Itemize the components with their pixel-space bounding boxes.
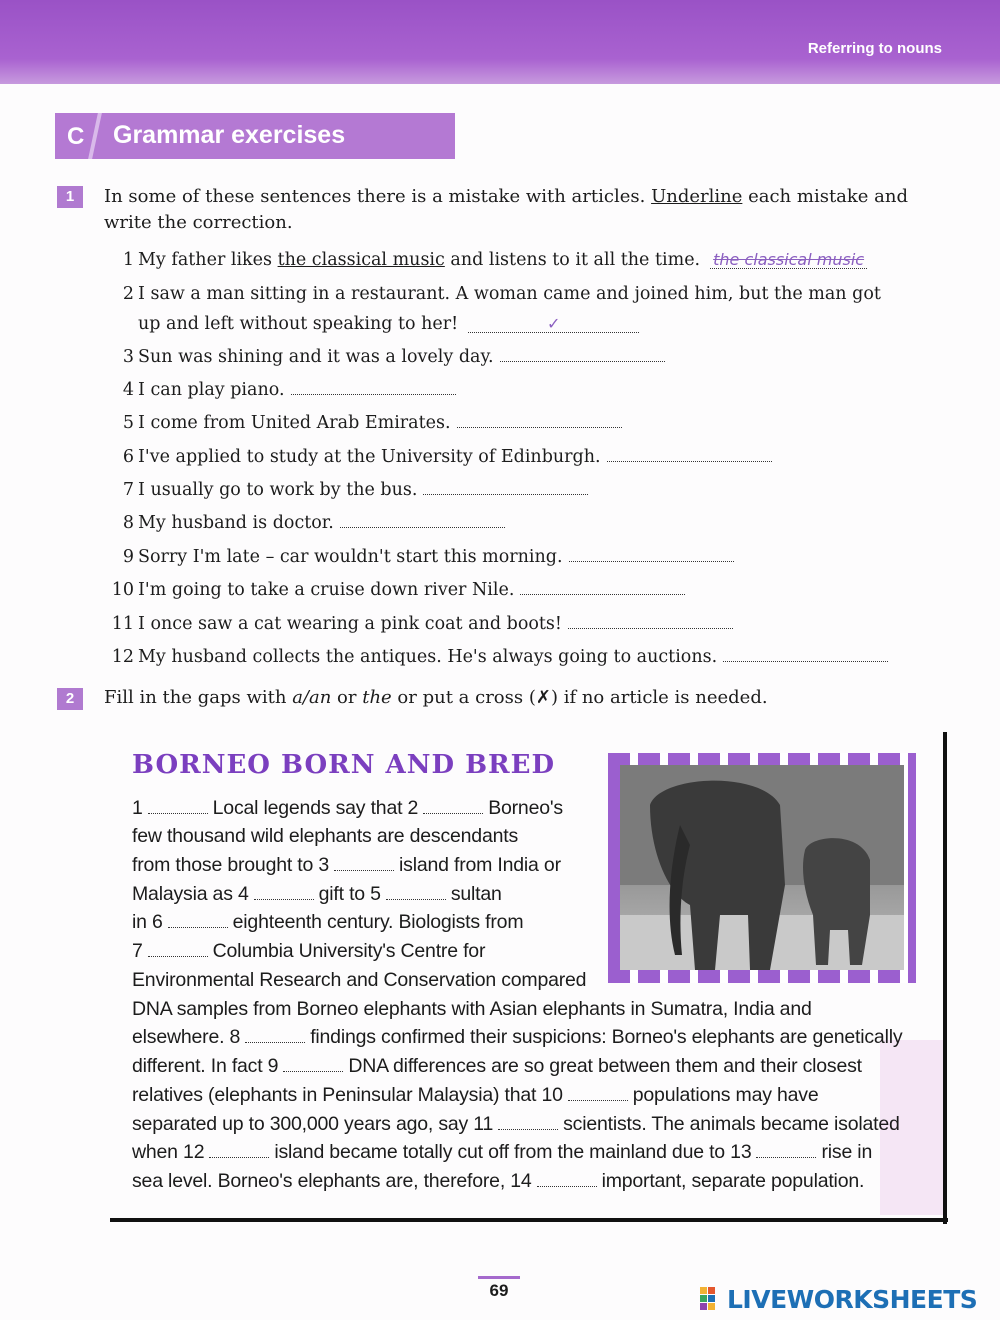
article-line: few thousand wild elephants are descendants [132, 825, 518, 847]
article-title: BORNEO BORN AND BRED [132, 750, 556, 780]
elephants-photo [620, 765, 904, 970]
gap-input[interactable] [423, 801, 483, 814]
list-item: 5 I come from United Arab Emirates. [100, 408, 940, 438]
article-line: different. In fact 9 DNA differences are so great between them and their closest [132, 1055, 862, 1077]
answer-field[interactable] [723, 647, 888, 662]
answer-field[interactable] [291, 380, 456, 395]
list-item: 7 I usually go to work by the bus. [100, 475, 940, 505]
gap-input[interactable] [148, 944, 208, 957]
list-item: 11 I once saw a cat wearing a pink coat and boots! [100, 609, 940, 639]
gap-input[interactable] [209, 1145, 269, 1158]
answer-field[interactable] [457, 413, 622, 428]
exercise-1-instruction: In some of these sentences there is a mistake with articles. Underline each mistake and write the correction. [104, 186, 909, 233]
chapter-title: Referring to nouns [807, 40, 942, 57]
list-item: 12 My husband collects the antiques. He's always going to auctions. [100, 642, 940, 672]
list-item: 6 I've applied to study at the University of Edinburgh. [100, 442, 940, 472]
liveworksheets-logo: LIVEWORKSHEETS [700, 1285, 995, 1315]
gap-input[interactable] [245, 1030, 305, 1043]
answer-field[interactable]: the classical music [710, 252, 867, 269]
answer-field[interactable] [569, 547, 734, 562]
list-item-continued: up and left without speaking to her! ✓ [100, 309, 940, 339]
article-line: from those brought to 3 island from India or [132, 854, 561, 876]
gap-input[interactable] [254, 887, 314, 900]
liveworksheets-icon [700, 1287, 724, 1313]
exercise-2-badge: 2 [57, 688, 83, 710]
article-line: DNA samples from Borneo elephants with Asian elephants in Sumatra, India and [132, 998, 812, 1020]
gap-input[interactable] [386, 887, 446, 900]
list-item: 3 Sun was shining and it was a lovely day. [100, 342, 940, 372]
article-line: 7 Columbia University's Centre for [132, 940, 486, 962]
article-border [943, 732, 947, 1224]
list-item: 4 I can play piano. [100, 375, 940, 405]
section-letter: C [67, 123, 85, 150]
answer-field[interactable] [423, 480, 588, 495]
list-item: 1 My father likes the classical music and listens to it all the time. the classical music [100, 245, 940, 275]
article-line: in 6 eighteenth century. Biologists from [132, 911, 524, 933]
gap-input[interactable] [148, 801, 208, 814]
answer-field[interactable] [607, 447, 772, 462]
exercise-1-badge: 1 [57, 186, 83, 208]
list-item: 9 Sorry I'm late – car wouldn't start this morning. [100, 542, 940, 572]
article-line: separated up to 300,000 years ago, say 11 scientists. The animals became isolated [132, 1113, 900, 1135]
exercise-2-instruction: Fill in the gaps with a/an or the or put a cross (✗) if no article is needed. [104, 687, 768, 708]
article-line: elsewhere. 8 findings confirmed their suspicions: Borneo's elephants are genetically [132, 1026, 903, 1048]
article-line: sea level. Borneo's elephants are, therefore, 14 important, separate population. [132, 1170, 865, 1192]
article-line: Malaysia as 4 gift to 5 sultan [132, 883, 502, 905]
page-number: 69 [478, 1276, 520, 1301]
gap-input[interactable] [168, 915, 228, 928]
article-border [110, 1218, 948, 1222]
photo-frame [608, 753, 916, 983]
article-line: Environmental Research and Conservation compared [132, 969, 587, 991]
gap-input[interactable] [568, 1088, 628, 1101]
gap-input[interactable] [756, 1145, 816, 1158]
answer-field[interactable] [520, 580, 685, 595]
gap-input[interactable] [283, 1059, 343, 1072]
section-divider [88, 113, 102, 159]
list-item: 2 I saw a man sitting in a restaurant. A woman came and joined him, but the man got [122, 284, 881, 304]
answer-field[interactable] [568, 614, 733, 629]
answer-field[interactable] [500, 347, 665, 362]
answer-field[interactable]: ✓ [468, 316, 639, 333]
article-line: relatives (elephants in Peninsular Malaysia) that 10 populations may have [132, 1084, 819, 1106]
article-line: when 12 island became totally cut off from the mainland due to 13 rise in [132, 1141, 873, 1163]
section-banner [55, 113, 455, 159]
section-title: Grammar exercises [113, 121, 346, 149]
list-item: 8 My husband is doctor. [100, 508, 940, 538]
article-line: 1 Local legends say that 2 Borneo's [132, 797, 563, 819]
answer-field[interactable] [340, 513, 505, 528]
gap-input[interactable] [334, 858, 394, 871]
header-band [0, 0, 1000, 84]
gap-input[interactable] [498, 1117, 558, 1130]
list-item: 10 I'm going to take a cruise down river Nile. [100, 575, 940, 605]
gap-input[interactable] [537, 1174, 597, 1187]
